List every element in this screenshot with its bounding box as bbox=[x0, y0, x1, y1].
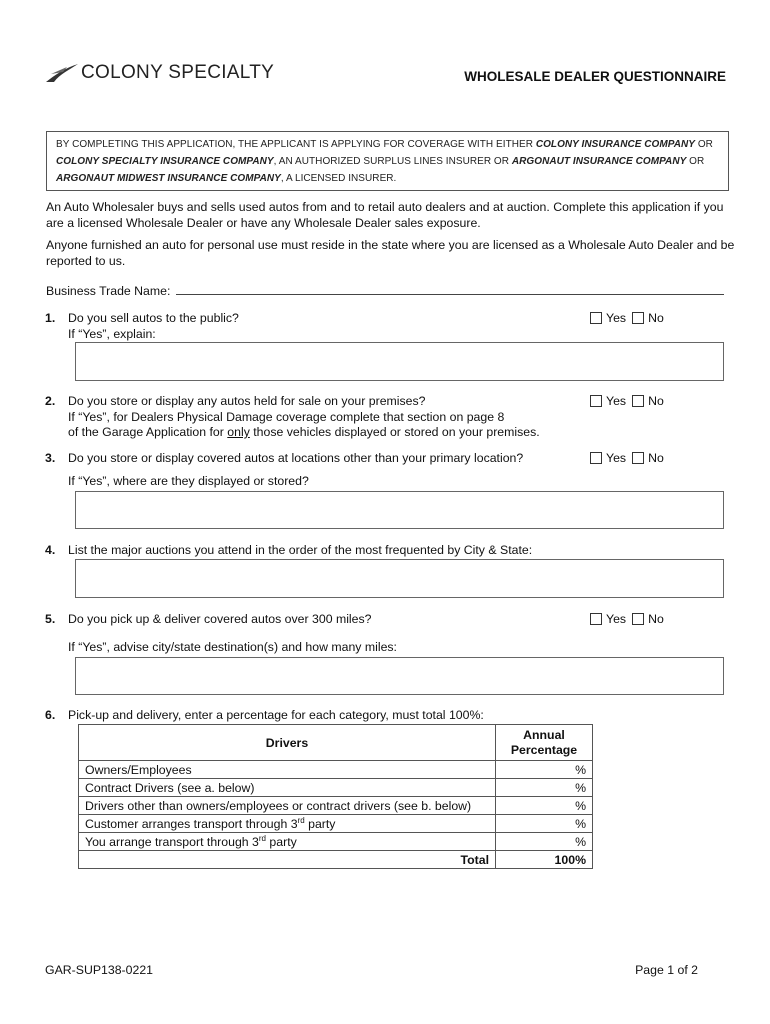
q3-subtext: If “Yes”, where are they displayed or stored? bbox=[68, 474, 309, 488]
intro-paragraph-2: Anyone furnished an auto for personal use must reside in the state where you are licensed as a Wholesale Auto Dealer and be reported to us. bbox=[46, 238, 735, 268]
drivers-header: Drivers bbox=[79, 725, 496, 761]
trade-name-field[interactable] bbox=[176, 284, 724, 295]
q1-number: 1. bbox=[45, 311, 56, 325]
q1-text bbox=[68, 311, 239, 342]
q1-answer-box[interactable] bbox=[75, 342, 724, 381]
q5-answer-box[interactable] bbox=[75, 657, 724, 695]
q2-yes-checkbox[interactable] bbox=[590, 395, 602, 407]
percentage-header: Annual Percentage bbox=[496, 725, 593, 761]
row-percent-field[interactable]: % bbox=[496, 833, 593, 851]
table-row bbox=[79, 779, 593, 797]
q5-subtext: If “Yes”, advise city/state destination(s) and how many miles: bbox=[68, 640, 397, 654]
q2-subtext-2: of the Garage Application for only those vehicles displayed or stored on your premises. bbox=[68, 425, 540, 439]
table-row bbox=[79, 833, 593, 851]
applicant-notice: BY COMPLETING THIS APPLICATION, THE APPLICANT IS APPLYING FOR COVERAGE WITH EITHER COLONY INSURANCE COMPANY OR COLONY SPECIALTY INSURANCE COMPANY, AN AUTHORIZED SURPLUS LINES INSURER OR ARGONAUT INSURANCE COMPANY OR ARGONAUT MIDWEST INSURANCE COMPANY, A LICENSED INSURER. bbox=[46, 131, 729, 191]
q6-question: Pick-up and delivery, enter a percentage for each category, must total 100%: bbox=[68, 708, 484, 722]
page-number: Page 1 of 2 bbox=[635, 963, 698, 977]
q3-yes-no: Yes No bbox=[590, 451, 670, 465]
row-label: You arrange transport through 3rd party bbox=[79, 833, 496, 851]
q1-question: Do you sell autos to the public? bbox=[68, 311, 239, 325]
logo-text: COLONY SPECIALTY bbox=[81, 62, 275, 83]
row-percent-field[interactable]: % bbox=[496, 761, 593, 779]
total-label: Total bbox=[79, 851, 496, 869]
row-percent-field[interactable]: % bbox=[496, 815, 593, 833]
q5-question: Do you pick up & deliver covered autos over 300 miles? bbox=[68, 612, 372, 626]
intro-paragraph-1: An Auto Wholesaler buys and sells used autos from and to retail auto dealers and at auction. Complete this application if you are a licensed Wholesale Dealer or have any Wholesale Dealer sales exposure. bbox=[46, 200, 724, 230]
page-title: WHOLESALE DEALER QUESTIONNAIRE bbox=[464, 69, 726, 84]
q2-yes-no: Yes No bbox=[590, 394, 670, 408]
q5-yes-checkbox[interactable] bbox=[590, 613, 602, 625]
q1-subtext: If “Yes”, explain: bbox=[68, 326, 156, 341]
row-label: Owners/Employees bbox=[79, 761, 496, 779]
total-row bbox=[79, 851, 593, 869]
q6-number: 6. bbox=[45, 708, 56, 722]
swoosh-logo-icon bbox=[45, 62, 79, 84]
q3-yes-checkbox[interactable] bbox=[590, 452, 602, 464]
company-logo bbox=[45, 62, 274, 84]
total-value: 100% bbox=[496, 851, 593, 869]
form-code: GAR-SUP138-0221 bbox=[45, 963, 153, 977]
q1-yes-checkbox[interactable] bbox=[590, 312, 602, 324]
table-row bbox=[79, 797, 593, 815]
row-label: Customer arranges transport through 3rd party bbox=[79, 815, 496, 833]
row-percent-field[interactable]: % bbox=[496, 779, 593, 797]
q5-number: 5. bbox=[45, 612, 56, 626]
trade-name-row bbox=[46, 284, 724, 298]
table-row bbox=[79, 761, 593, 779]
q2-text bbox=[68, 394, 540, 441]
q3-no-checkbox[interactable] bbox=[632, 452, 644, 464]
q3-number: 3. bbox=[45, 451, 56, 465]
q1-yes-no: Yes No bbox=[590, 311, 670, 325]
q3-question: Do you store or display covered autos at locations other than your primary location? bbox=[68, 451, 524, 465]
table-header-row bbox=[79, 725, 593, 761]
row-percent-field[interactable]: % bbox=[496, 797, 593, 815]
q2-no-checkbox[interactable] bbox=[632, 395, 644, 407]
trade-name-label: Business Trade Name: bbox=[46, 284, 171, 298]
row-label: Drivers other than owners/employees or contract drivers (see b. below) bbox=[79, 797, 496, 815]
q4-answer-box[interactable] bbox=[75, 559, 724, 598]
q4-question: List the major auctions you attend in the order of the most frequented by City & State: bbox=[68, 543, 533, 557]
q4-number: 4. bbox=[45, 543, 56, 557]
row-label: Contract Drivers (see a. below) bbox=[79, 779, 496, 797]
table-row bbox=[79, 815, 593, 833]
q2-subtext-1: If “Yes”, for Dealers Physical Damage coverage complete that section on page 8 bbox=[68, 409, 505, 424]
q5-no-checkbox[interactable] bbox=[632, 613, 644, 625]
q3-answer-box[interactable] bbox=[75, 491, 724, 529]
q1-no-checkbox[interactable] bbox=[632, 312, 644, 324]
q5-yes-no: Yes No bbox=[590, 612, 670, 626]
q2-number: 2. bbox=[45, 394, 56, 408]
q2-question: Do you store or display any autos held for sale on your premises? bbox=[68, 394, 426, 408]
drivers-table bbox=[78, 724, 593, 869]
